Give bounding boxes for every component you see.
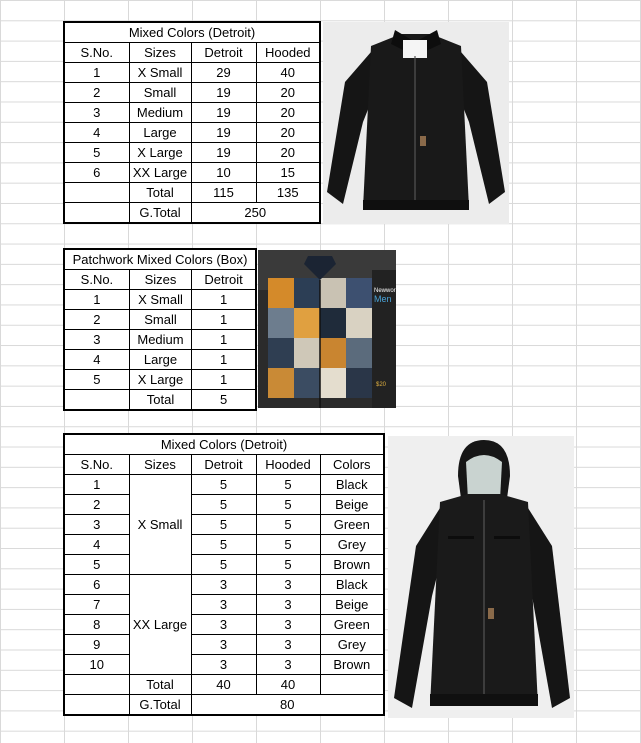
header-colors: Colors <box>320 455 384 475</box>
cell-sno[interactable]: 4 <box>64 350 129 370</box>
header-detroit: Detroit <box>191 455 256 475</box>
cell-size[interactable]: Large <box>129 123 191 143</box>
table-row <box>64 310 256 330</box>
table-row <box>64 83 320 103</box>
cell-hooded[interactable]: 3 <box>256 575 320 595</box>
table-row <box>64 635 384 655</box>
cell-detroit[interactable]: 5 <box>191 475 256 495</box>
cell-sno[interactable]: 3 <box>64 330 129 350</box>
cell-color[interactable]: Grey <box>320 535 384 555</box>
cell-size[interactable]: Small <box>129 310 191 330</box>
table-row <box>64 63 320 83</box>
cell-color[interactable]: Black <box>320 475 384 495</box>
header-sno: S.No. <box>64 455 129 475</box>
cell-hooded[interactable]: 20 <box>256 143 320 163</box>
cell-sno[interactable]: 2 <box>64 495 129 515</box>
cell-color[interactable]: Grey <box>320 635 384 655</box>
cell-detroit[interactable]: 3 <box>191 635 256 655</box>
table-row <box>64 290 256 310</box>
photo-caption-2: Men <box>374 294 392 304</box>
grand-total-label[interactable]: G.Total <box>129 203 191 224</box>
cell-color[interactable]: Green <box>320 515 384 535</box>
photo-price: $20 <box>376 382 387 388</box>
cell-sno[interactable]: 1 <box>64 290 129 310</box>
cell-hooded[interactable]: 5 <box>256 515 320 535</box>
table-row <box>64 615 384 635</box>
cell-detroit[interactable]: 3 <box>191 575 256 595</box>
cell-sno[interactable]: 6 <box>64 163 129 183</box>
total-hooded[interactable]: 135 <box>256 183 320 203</box>
cell-size[interactable]: XX Large <box>129 163 191 183</box>
header-sizes: Sizes <box>129 455 191 475</box>
cell-size[interactable]: Large <box>129 350 191 370</box>
cell-size[interactable]: X Small <box>129 290 191 310</box>
header-detroit: Detroit <box>191 43 256 63</box>
cell-hooded[interactable]: 3 <box>256 595 320 615</box>
header-sizes: Sizes <box>129 270 191 290</box>
jacket-photo-hooded <box>388 436 574 718</box>
table-title: Patchwork Mixed Colors (Box) <box>64 249 256 270</box>
cell-size[interactable]: Medium <box>129 103 191 123</box>
cell-hooded[interactable]: 5 <box>256 535 320 555</box>
cell-empty[interactable] <box>64 675 129 695</box>
cell-detroit[interactable]: 1 <box>192 370 256 390</box>
grand-total-row <box>64 203 320 224</box>
cell-sno[interactable]: 8 <box>64 615 129 635</box>
patchwork-jacket-image <box>258 250 403 408</box>
cell-detroit[interactable]: 1 <box>192 330 256 350</box>
table-row <box>64 163 320 183</box>
cell-empty[interactable] <box>64 203 129 224</box>
total-label[interactable]: Total <box>129 183 191 203</box>
table-row <box>64 535 384 555</box>
cell-hooded[interactable]: 20 <box>256 103 320 123</box>
cell-detroit[interactable]: 5 <box>191 555 256 575</box>
cell-hooded[interactable]: 20 <box>256 123 320 143</box>
total-detroit[interactable]: 115 <box>191 183 256 203</box>
total-hooded[interactable]: 40 <box>256 675 320 695</box>
cell-size[interactable]: X Large <box>129 143 191 163</box>
table-row <box>64 475 384 495</box>
table-title: Mixed Colors (Detroit) <box>64 22 320 43</box>
cell-sno[interactable]: 5 <box>64 370 129 390</box>
table-patchwork-mixed-colors-box <box>63 248 257 411</box>
cell-sno[interactable]: 9 <box>64 635 129 655</box>
cell-detroit[interactable]: 29 <box>191 63 256 83</box>
cell-sno[interactable]: 4 <box>64 535 129 555</box>
grand-total-label[interactable]: G.Total <box>129 695 191 716</box>
cell-empty[interactable] <box>64 390 129 411</box>
header-hooded: Hooded <box>256 455 320 475</box>
table-row <box>64 655 384 675</box>
total-value[interactable]: 5 <box>192 390 256 411</box>
header-sno: S.No. <box>64 270 129 290</box>
total-row <box>64 390 256 411</box>
cell-sno[interactable]: 6 <box>64 575 129 595</box>
header-sizes: Sizes <box>129 43 191 63</box>
cell-sno[interactable]: 10 <box>64 655 129 675</box>
total-row <box>64 183 320 203</box>
cell-sno[interactable]: 3 <box>64 515 129 535</box>
cell-detroit[interactable]: 3 <box>191 615 256 635</box>
cell-detroit[interactable]: 10 <box>191 163 256 183</box>
cell-hooded[interactable]: 40 <box>256 63 320 83</box>
cell-hooded[interactable]: 20 <box>256 83 320 103</box>
cell-detroit[interactable]: 5 <box>191 535 256 555</box>
cell-empty[interactable] <box>64 695 129 716</box>
header-sno: S.No. <box>64 43 129 63</box>
cell-size-group[interactable]: X Small <box>129 475 191 575</box>
cell-sno[interactable]: 2 <box>64 310 129 330</box>
cell-detroit[interactable]: 19 <box>191 123 256 143</box>
table-row <box>64 595 384 615</box>
cell-hooded[interactable]: 3 <box>256 655 320 675</box>
cell-sno[interactable]: 1 <box>64 475 129 495</box>
cell-detroit[interactable]: 3 <box>191 655 256 675</box>
table-mixed-colors-detroit-2 <box>63 433 385 716</box>
cell-hooded[interactable]: 3 <box>256 635 320 655</box>
black-jacket-image <box>323 22 509 224</box>
cell-hooded[interactable]: 5 <box>256 555 320 575</box>
grand-total-value[interactable]: 80 <box>191 695 384 716</box>
cell-color[interactable]: Brown <box>320 655 384 675</box>
table-row <box>64 495 384 515</box>
cell-sno[interactable]: 1 <box>64 63 129 83</box>
cell-detroit[interactable]: 1 <box>192 310 256 330</box>
cell-size[interactable]: Small <box>129 83 191 103</box>
cell-color[interactable]: Beige <box>320 595 384 615</box>
cell-detroit[interactable]: 5 <box>191 515 256 535</box>
cell-detroit[interactable]: 1 <box>192 350 256 370</box>
total-row <box>64 675 384 695</box>
cell-hooded[interactable]: 15 <box>256 163 320 183</box>
jacket-photo-patchwork <box>258 250 403 408</box>
cell-color[interactable]: Green <box>320 615 384 635</box>
grand-total-value[interactable]: 250 <box>191 203 320 224</box>
cell-hooded[interactable]: 5 <box>256 475 320 495</box>
cell-sno[interactable]: 2 <box>64 83 129 103</box>
table-row <box>64 330 256 350</box>
cell-hooded[interactable]: 5 <box>256 495 320 515</box>
cell-hooded[interactable]: 3 <box>256 615 320 635</box>
table-row <box>64 515 384 535</box>
black-hooded-jacket-image <box>388 436 574 718</box>
cell-color[interactable]: Black <box>320 575 384 595</box>
cell-sno[interactable]: 5 <box>64 555 129 575</box>
cell-detroit[interactable]: 5 <box>191 495 256 515</box>
table-row <box>64 555 384 575</box>
cell-size[interactable]: X Large <box>129 370 191 390</box>
table-row <box>64 143 320 163</box>
cell-color[interactable]: Brown <box>320 555 384 575</box>
cell-sno[interactable]: 5 <box>64 143 129 163</box>
table-row <box>64 350 256 370</box>
table-row <box>64 103 320 123</box>
cell-sno[interactable]: 3 <box>64 103 129 123</box>
cell-empty[interactable] <box>320 675 384 695</box>
header-detroit: Detroit <box>192 270 256 290</box>
cell-detroit[interactable]: 3 <box>191 595 256 615</box>
photo-caption-1: Newworke <box>374 288 403 294</box>
cell-size-group[interactable]: XX Large <box>129 575 191 675</box>
table-row <box>64 370 256 390</box>
table-title: Mixed Colors (Detroit) <box>64 434 384 455</box>
table-row <box>64 575 384 595</box>
cell-sno[interactable]: 7 <box>64 595 129 615</box>
cell-detroit[interactable]: 19 <box>191 103 256 123</box>
jacket-photo-detroit <box>323 22 509 224</box>
cell-detroit[interactable]: 19 <box>191 83 256 103</box>
cell-size[interactable]: X Small <box>129 63 191 83</box>
total-detroit[interactable]: 40 <box>191 675 256 695</box>
grand-total-row <box>64 695 384 716</box>
table-mixed-colors-detroit-1 <box>63 21 321 224</box>
cell-sno[interactable]: 4 <box>64 123 129 143</box>
header-hooded: Hooded <box>256 43 320 63</box>
cell-detroit[interactable]: 1 <box>192 290 256 310</box>
total-label[interactable]: Total <box>129 675 191 695</box>
table-row <box>64 123 320 143</box>
cell-size[interactable]: Medium <box>129 330 191 350</box>
cell-empty[interactable] <box>64 183 129 203</box>
cell-detroit[interactable]: 19 <box>191 143 256 163</box>
cell-color[interactable]: Beige <box>320 495 384 515</box>
total-label[interactable]: Total <box>129 390 191 411</box>
